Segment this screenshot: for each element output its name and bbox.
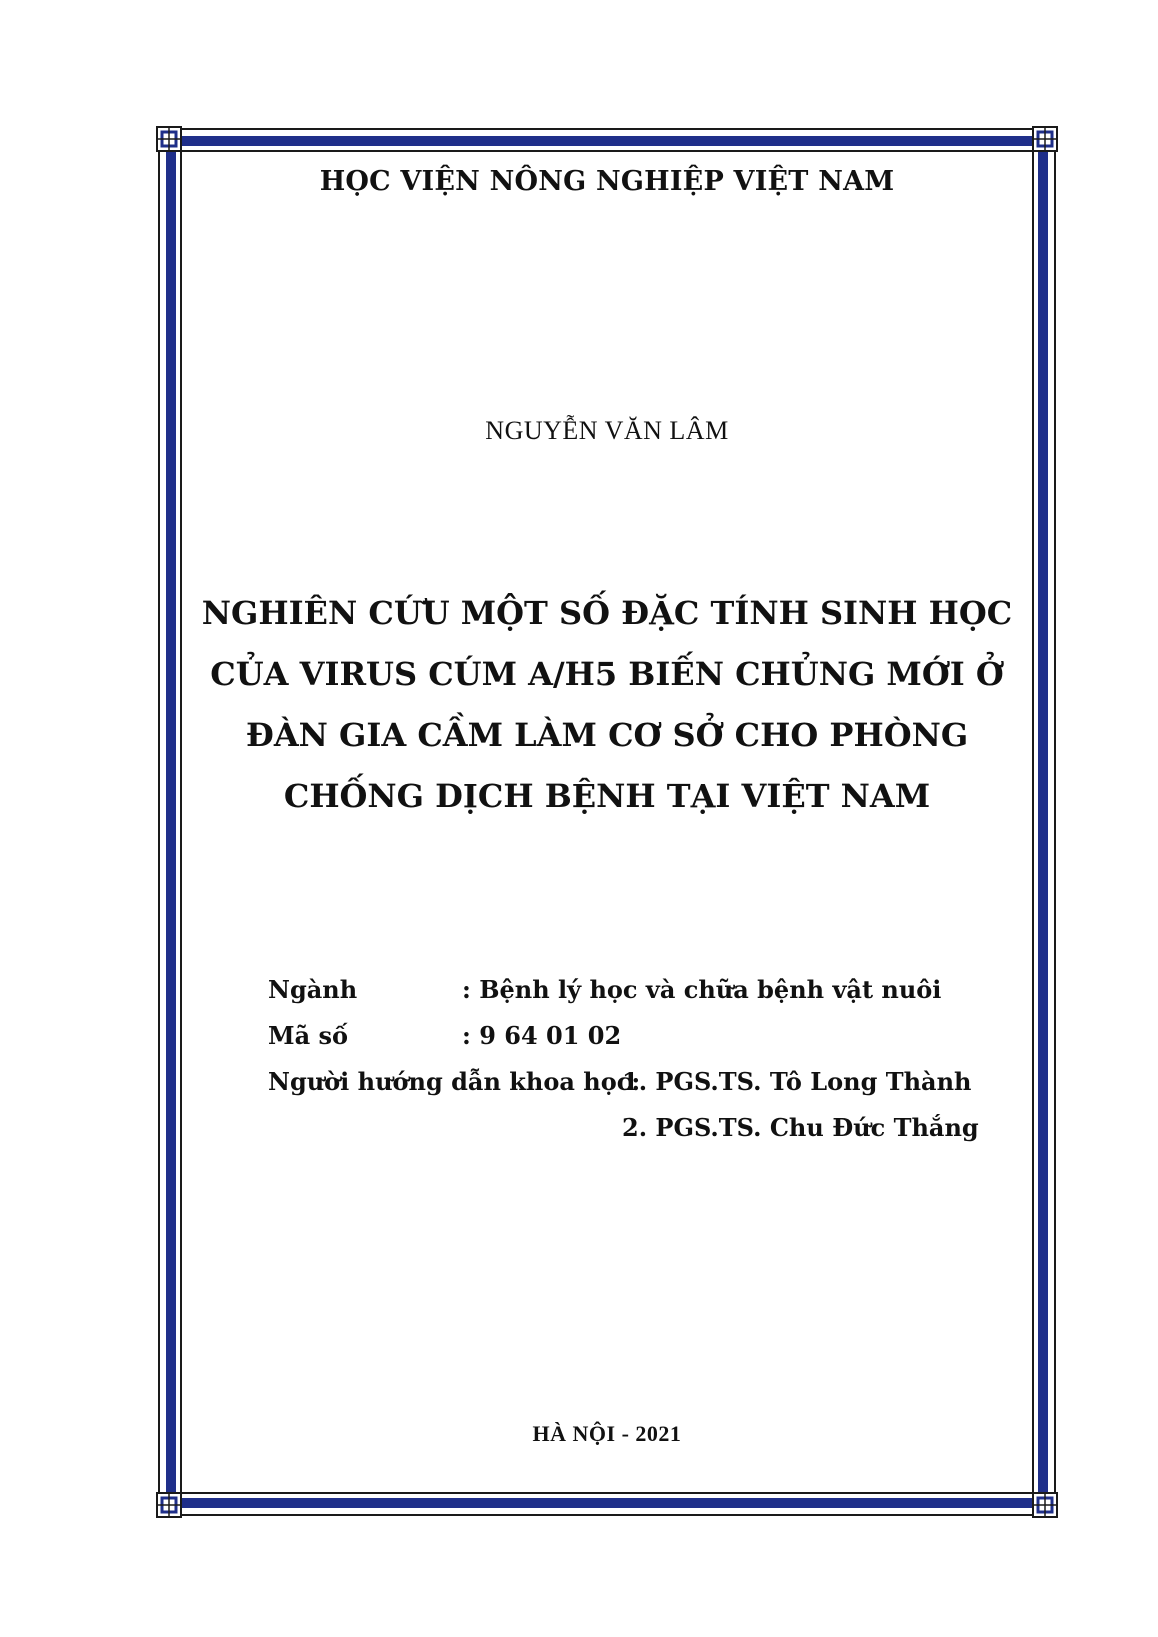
frame-corner-ornament-icon: [1032, 126, 1058, 152]
thesis-title: [190, 583, 1024, 827]
frame-corner-ornament-icon: [156, 126, 182, 152]
institution-name: HỌC VIỆN NÔNG NGHIỆP VIỆT NAM: [319, 166, 895, 197]
thesis-title-line: CHỐNG DỊCH BỆNH TẠI VIỆT NAM: [283, 777, 931, 815]
advisor-2: 2. PGS.TS. Chu Đức Thắng: [622, 1113, 979, 1142]
thesis-title-line: NGHIÊN CỨU MỘT SỐ ĐẶC TÍNH SINH HỌC: [201, 594, 1013, 632]
frame-corner-ornament-icon: [156, 1492, 182, 1518]
thesis-title-line: ĐÀN GIA CẦM LÀM CƠ SỞ CHO PHÒNG: [245, 716, 969, 754]
advisor-1: 1. PGS.TS. Tô Long Thành: [622, 1067, 972, 1096]
place-and-year: HÀ NỘI - 2021: [532, 1421, 682, 1446]
major-label: Ngành: [268, 975, 358, 1004]
code-label: Mã số: [268, 1021, 348, 1050]
major-value: : Bệnh lý học và chữa bệnh vật nuôi: [462, 975, 942, 1004]
advisor-label: Người hướng dẫn khoa học:: [268, 1067, 641, 1096]
frame-corner-ornament-icon: [1032, 1492, 1058, 1518]
code-value: : 9 64 01 02: [462, 1021, 622, 1050]
author-name: NGUYỄN VĂN LÂM: [485, 416, 729, 445]
thesis-title-line: CỦA VIRUS CÚM A/H5 BIẾN CHỦNG MỚI Ở: [210, 655, 1004, 693]
